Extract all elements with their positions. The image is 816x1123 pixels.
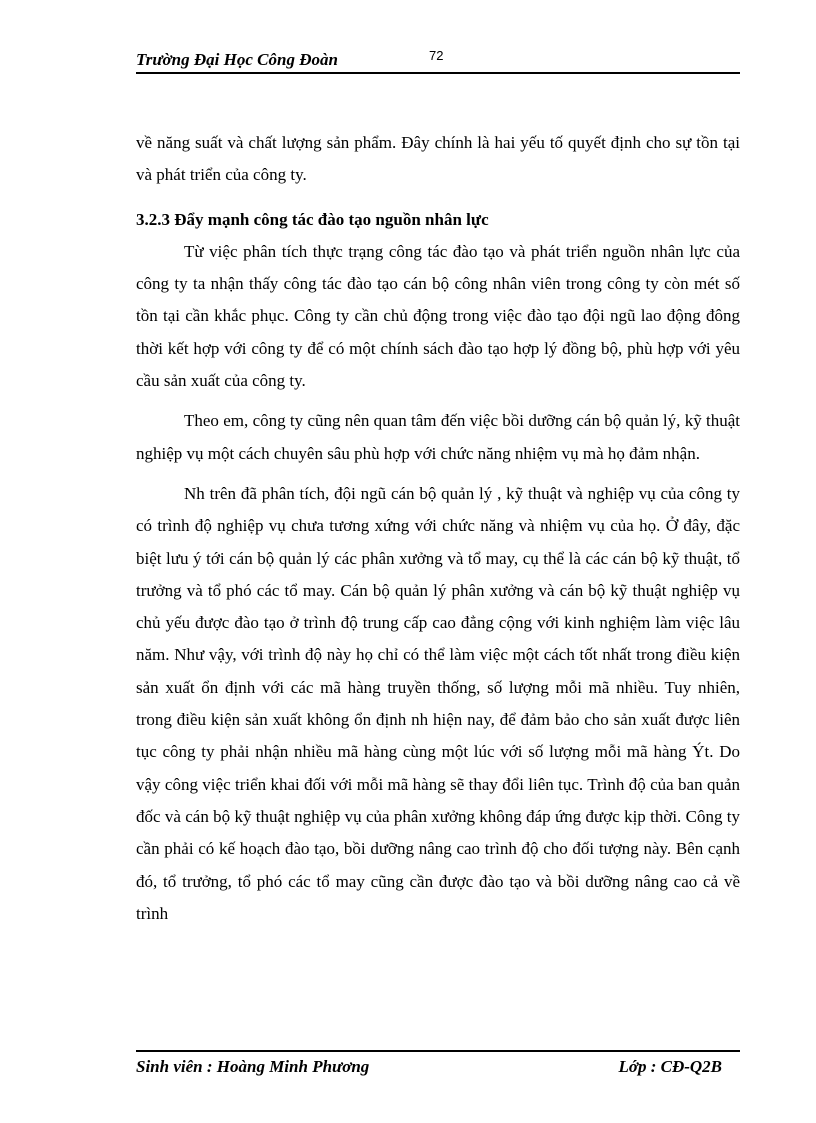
section-heading: 3.2.3 Đẩy mạnh công tác đào tạo nguồn nhân lực — [136, 209, 489, 229]
page-number: 72 — [429, 48, 444, 63]
paragraph-details: Nh trên đã phân tích, đội ngũ cán bộ quản lý , kỹ thuật và nghiệp vụ của công ty có trình độ nghiệp vụ chưa tương xứng với chức năng và nhiệm vụ của họ. Ở đây, đặc biệt lưu ý tới cán bộ quản lý các phân xưởng và tổ may, cụ thể là các cán bộ kỹ thuật, tổ trưởng và tổ phó các tổ may. Cán bộ quản lý phân xưởng và cán bộ kỹ thuật nghiệp vụ chủ yếu được đào tạo ở trình độ trung cấp cao đẳng cộng với kinh nghiệm làm việc lâu năm. Như vậy, với trình độ này họ chỉ có thể làm việc một cách tốt nhất trong điều kiện sản xuất ổn định với các mã hàng truyền thống, số lượng mỗi mã nhiều. Tuy nhiên, trong điều kiện sản xuất không ổn định nh hiện nay, để đảm bảo cho sản xuất được liên tục công ty phải nhận nhiều mã hàng cùng một lúc với số lượng mỗi mã hàng Ýt. Do vậy công việc triển khai đối với mỗi mã hàng sẽ thay đổi liên tục. Trình độ của ban quản đốc và cán bộ kỹ thuật nghiệp vụ của phân xưởng không đáp ứng được kịp thời. Công ty cần phải có kế hoạch đào tạo, bồi dưỡng nâng cao trình độ cho đối tượng này. Bên cạnh đó, tổ trưởng, tổ phó các tổ may cũng cần được đào tạo và bồi dưỡng nâng cao cả về trình — [136, 483, 740, 923]
paragraph-analysis: Từ việc phân tích thực trạng công tác đào tạo và phát triển nguồn nhân lực của công ty ta nhận thấy công tác đào tạo cán bộ công nhân viên trong công ty còn mét số tồn tại cần khắc phục. Công ty cần chủ động trong việc đào tạo đội ngũ lao động đông thời kết hợp với công ty để có một chính sách đào tạo hợp lý đồng bộ, phù hợp với yêu cầu sản xuất của công ty. — [136, 241, 740, 391]
document-body — [136, 127, 740, 930]
page-header — [136, 48, 740, 74]
page-footer — [136, 1050, 740, 1082]
footer-student: Sinh viên : Hoàng Minh Phương — [136, 1057, 370, 1076]
footer-class: Lớp : CĐ-Q2B — [618, 1057, 722, 1076]
header-title: Trường Đại Học Công Đoàn — [136, 50, 338, 69]
paragraph-opinion: Theo em, công ty cũng nên quan tâm đến việc bồi dưỡng cán bộ quản lý, kỹ thuật nghiệp vụ một cách chuyên sâu phù hợp với chức năng nhiệm vụ mà họ đảm nhận. — [136, 411, 740, 463]
paragraph-continuation: về năng suất và chất lượng sản phẩm. Đây chính là hai yếu tố quyết định cho sự tồn tại và phát triển của công ty. — [136, 133, 740, 185]
